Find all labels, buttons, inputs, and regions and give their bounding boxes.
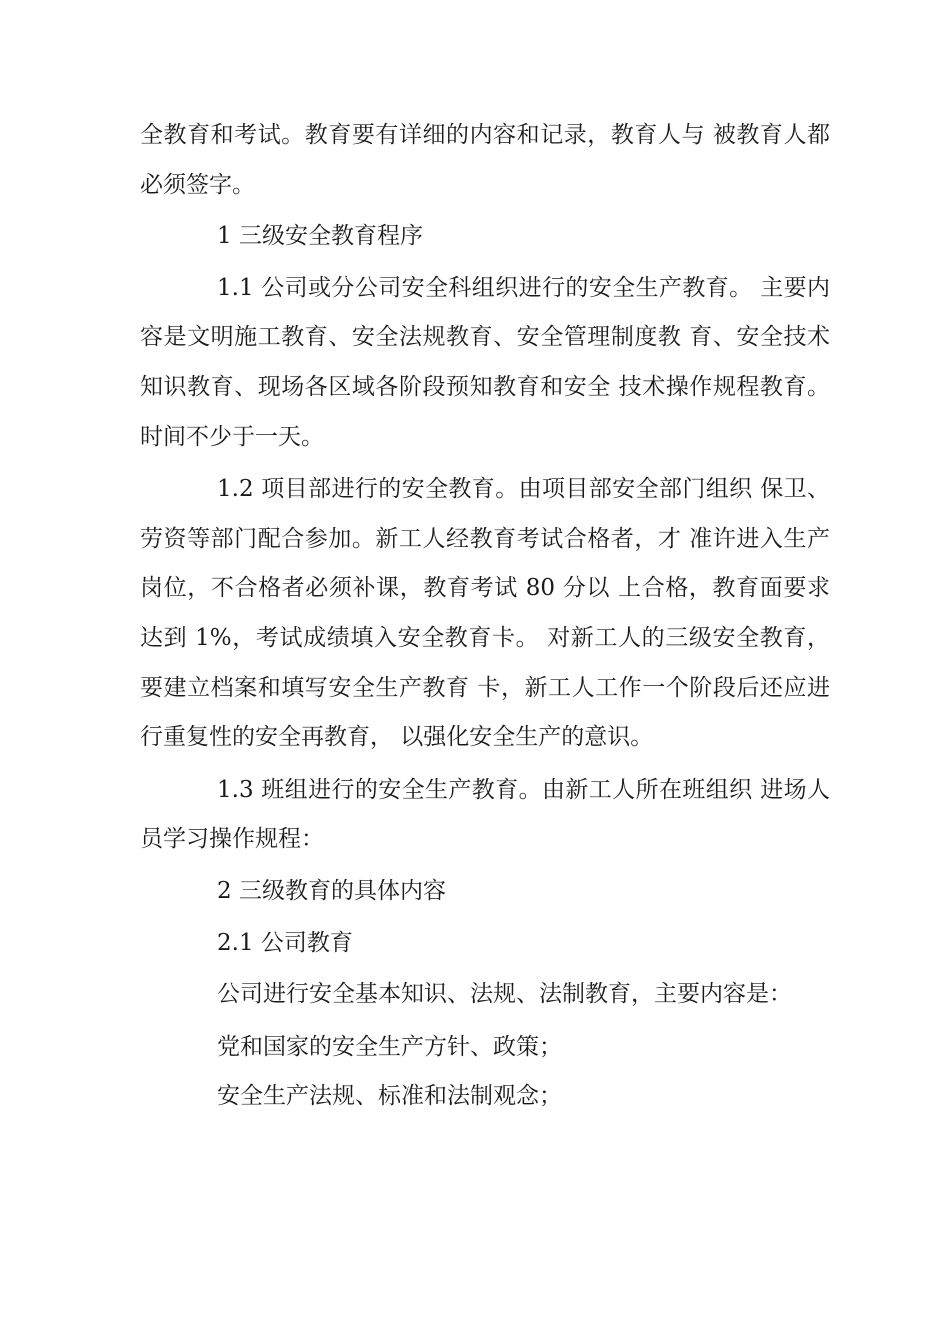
- paragraph-1-3-team-education: 1.3 班组进行的安全生产教育。由新工人所在班组织 进场人员学习操作规程：: [140, 776, 830, 853]
- heading-2-1-company-education: 2.1 公司教育: [217, 929, 353, 956]
- paragraph-company-content-intro: 公司进行安全基本知识、法规、法制教育，主要内容是：: [217, 981, 792, 1008]
- list-item-policy: 党和国家的安全生产方针、政策；: [217, 1033, 562, 1060]
- list-item-regulations: 安全生产法规、标准和法制观念；: [217, 1083, 562, 1110]
- heading-three-level-content: 2 三级教育的具体内容: [217, 877, 446, 904]
- paragraph-1-1-company-education: 1.1 公司或分公司安全科组织进行的安全生产教育。 主要内容是文明施工教育、安全法规教育、安全管理制度教 育、安全技术知识教育、现场各区域各阶段预知教育和安全 技术操作规程教育。时间不少于一天。: [140, 274, 830, 450]
- document-body: [140, 111, 830, 1122]
- heading-three-level-procedure: 1 三级安全教育程序: [217, 223, 423, 250]
- paragraph-1-2-project-education: 1.2 项目部进行的安全教育。由项目部安全部门组织 保卫、劳资等部门配合参加。新工人经教育考试合格者，才 准许进入生产岗位，不合格者必须补课，教育考试 80 分以 上合格，教育面要求达到 1%，考试成绩填入安全教育卡。 对新工人的三级安全教育，要建立档案和填写安全生产教育 卡，新工人工作一个阶段后还应进行重复性的安全再教育， 以强化安全生产的意识。: [140, 476, 830, 751]
- paragraph-continuation: 全教育和考试。教育要有详细的内容和记录，教育人与 被教育人都必须签字。: [140, 122, 830, 198]
